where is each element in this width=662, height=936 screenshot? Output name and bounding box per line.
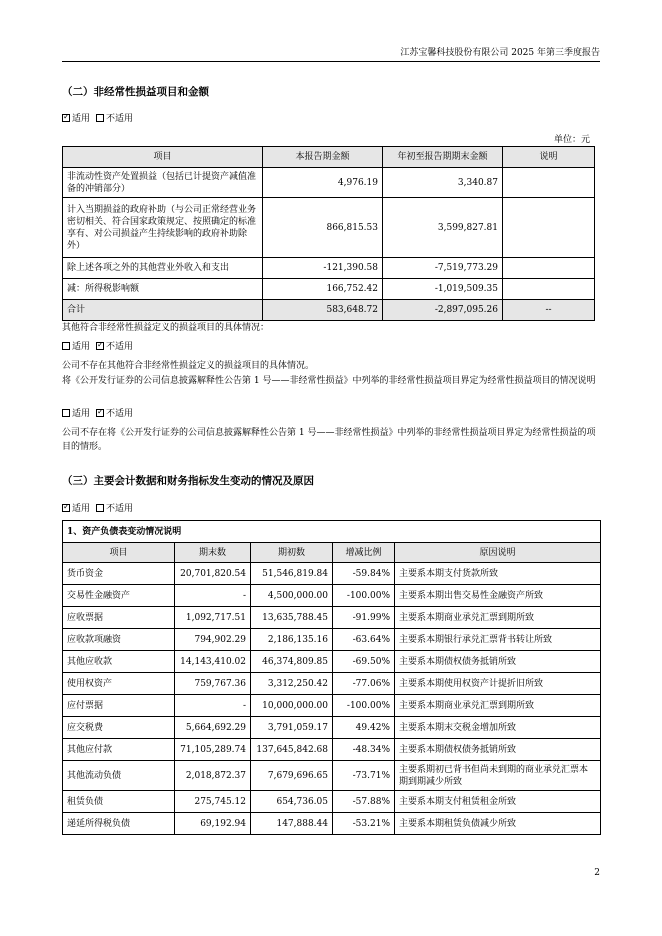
row-begin: 654,736.05 — [251, 791, 333, 813]
row-pct: -100.00% — [333, 695, 395, 717]
row-item: 计入当期损益的政府补助（与公司正常经营业务密切相关、符合国家政策规定、按照确定的标准享有、对公司损益产生持续影响的政府补助除外） — [63, 198, 263, 258]
report-header-title: 江苏宝馨科技股份有限公司 2025 年第三季度报告 — [400, 48, 600, 58]
table-row — [63, 585, 601, 607]
table-row-total — [63, 300, 595, 321]
not-applicable-label: 不适用 — [106, 114, 134, 124]
row-end: 794,902.29 — [175, 629, 251, 651]
row-item: 使用权资产 — [63, 673, 175, 695]
row-pct: -48.34% — [333, 739, 395, 761]
row-item: 应交税费 — [63, 717, 175, 739]
row-reason: 主要系本期商业承兑汇票到期所致 — [395, 607, 601, 629]
applicability-selector-3 — [62, 407, 600, 421]
not-applicable-label: 不适用 — [106, 342, 134, 352]
table-row — [63, 717, 601, 739]
row-pct: -73.71% — [333, 761, 395, 791]
checkbox-checked-icon — [96, 409, 104, 417]
row-current: 583,648.72 — [263, 300, 383, 321]
row-pct: -57.88% — [333, 791, 395, 813]
row-item: 货币资金 — [63, 563, 175, 585]
balance-sheet-changes-table — [62, 520, 601, 835]
table-row — [63, 651, 601, 673]
col-header: 年初至报告期期末金额 — [383, 147, 503, 168]
table-row — [63, 761, 601, 791]
row-begin: 10,000,000.00 — [251, 695, 333, 717]
row-ytd: 3,599,827.81 — [383, 198, 503, 258]
row-end: 69,192.94 — [175, 813, 251, 835]
row-begin: 13,635,788.45 — [251, 607, 333, 629]
not-applicable-label: 不适用 — [106, 504, 134, 514]
row-begin: 7,679,696.65 — [251, 761, 333, 791]
row-item: 其他应付款 — [63, 739, 175, 761]
row-reason: 主要系本期支付货款所致 — [395, 563, 601, 585]
applicable-label: 适用 — [72, 342, 91, 352]
row-current: -121,390.58 — [263, 258, 383, 279]
row-begin: 51,546,819.84 — [251, 563, 333, 585]
checkbox-empty-icon — [96, 504, 104, 512]
table-row — [63, 791, 601, 813]
col-header: 项目 — [63, 543, 175, 563]
row-pct: 49.42% — [333, 717, 395, 739]
row-pct: -77.06% — [333, 673, 395, 695]
row-end: 14,143,410.02 — [175, 651, 251, 673]
row-end: 5,664,692.29 — [175, 717, 251, 739]
table-row — [63, 258, 595, 279]
other-items-text: 公司不存在其他符合非经常性损益定义的损益项目的具体情况。 — [62, 361, 315, 371]
row-begin: 3,312,250.42 — [251, 673, 333, 695]
row-begin: 2,186,135.16 — [251, 629, 333, 651]
applicability-selector-4 — [62, 502, 600, 516]
row-item: 应付票据 — [63, 695, 175, 717]
row-end: 20,701,820.54 — [175, 563, 251, 585]
table-row — [63, 695, 601, 717]
row-reason: 主要系本期出售交易性金融资产所致 — [395, 585, 601, 607]
row-end: - — [175, 695, 251, 717]
row-reason: 主要系本期债权债务抵销所致 — [395, 739, 601, 761]
applicability-selector-1 — [62, 112, 600, 126]
row-end: 2,018,872.37 — [175, 761, 251, 791]
unit-label: 单位：元 — [553, 135, 590, 145]
row-end: 275,745.12 — [175, 791, 251, 813]
row-begin: 3,791,059.17 — [251, 717, 333, 739]
row-pct: -91.99% — [333, 607, 395, 629]
row-item: 减：所得税影响额 — [63, 279, 263, 300]
row-reason: 主要系本期商业承兑汇票到期所致 — [395, 695, 601, 717]
table-row — [63, 198, 595, 258]
table-row — [63, 629, 601, 651]
row-item: 除上述各项之外的其他营业外收入和支出 — [63, 258, 263, 279]
header-divider — [62, 61, 600, 62]
col-header: 项目 — [63, 147, 263, 168]
col-header: 说明 — [503, 147, 595, 168]
row-reason: 主要系期初已背书但尚未到期的商业承兑汇票本期到期减少所致 — [395, 761, 601, 791]
table-row — [63, 168, 595, 198]
table-row — [63, 739, 601, 761]
row-current: 166,752.42 — [263, 279, 383, 300]
table-title: 1、资产负债表变动情况说明 — [63, 521, 601, 543]
applicable-label: 适用 — [72, 114, 91, 124]
row-note — [503, 198, 595, 258]
row-pct: -69.50% — [333, 651, 395, 673]
applicable-label: 适用 — [72, 409, 91, 419]
row-begin: 46,374,809.85 — [251, 651, 333, 673]
row-item: 其他应收款 — [63, 651, 175, 673]
col-header: 增减比例 — [333, 543, 395, 563]
applicable-label: 适用 — [72, 504, 91, 514]
row-reason: 主要系本期债权债务抵销所致 — [395, 651, 601, 673]
row-note: -- — [503, 300, 595, 321]
row-begin: 137,645,842.68 — [251, 739, 333, 761]
row-end: - — [175, 585, 251, 607]
not-applicable-label: 不适用 — [106, 409, 134, 419]
row-ytd: -2,897,095.26 — [383, 300, 503, 321]
table-row — [63, 279, 595, 300]
other-items-title: 其他符合非经常性损益定义的损益项目的具体情况： — [62, 323, 270, 333]
row-item: 递延所得税负债 — [63, 813, 175, 835]
table-row — [63, 813, 601, 835]
definition-title: 将《公开发行证券的公司信息披露解释性公告第 1 号——非经常性损益》中列举的非经常性损益项目界定为经常性损益项目的情况说明 — [62, 376, 596, 386]
row-item: 租赁负债 — [63, 791, 175, 813]
row-end: 71,105,289.74 — [175, 739, 251, 761]
row-ytd: 3,340.87 — [383, 168, 503, 198]
row-pct: -53.21% — [333, 813, 395, 835]
row-begin: 4,500,000.00 — [251, 585, 333, 607]
row-end: 759,767.36 — [175, 673, 251, 695]
row-note — [503, 168, 595, 198]
row-item: 非流动性资产处置损益（包括已计提资产减值准备的冲销部分） — [63, 168, 263, 198]
col-header: 原因说明 — [395, 543, 601, 563]
row-reason: 主要系本期租赁负债减少所致 — [395, 813, 601, 835]
definition-text: 公司不存在将《公开发行证券的公司信息披露解释性公告第 1 号——非经常性损益》中列举的非经常性损益项目界定为经常性损益的项目的情形。 — [62, 428, 596, 452]
row-reason: 主要系本期支付租赁租金所致 — [395, 791, 601, 813]
table-row — [63, 607, 601, 629]
row-item: 合计 — [63, 300, 263, 321]
row-item: 其他流动负债 — [63, 761, 175, 791]
row-reason: 主要系本期末交税金增加所致 — [395, 717, 601, 739]
page-number: 2 — [594, 868, 600, 878]
section-heading-non-recurring: （二）非经常性损益项目和金额 — [62, 86, 209, 98]
row-note — [503, 279, 595, 300]
col-header: 本报告期金额 — [263, 147, 383, 168]
row-item: 应收票据 — [63, 607, 175, 629]
row-current: 866,815.53 — [263, 198, 383, 258]
row-item: 应收款项融资 — [63, 629, 175, 651]
checkbox-empty-icon — [62, 409, 70, 417]
row-pct: -63.64% — [333, 629, 395, 651]
checkbox-empty-icon — [96, 114, 104, 122]
row-reason: 主要系本期使用权资产计提折旧所致 — [395, 673, 601, 695]
row-begin: 147,888.44 — [251, 813, 333, 835]
checkbox-checked-icon — [62, 114, 70, 122]
table-row — [63, 673, 601, 695]
row-note — [503, 258, 595, 279]
row-item: 交易性金融资产 — [63, 585, 175, 607]
applicability-selector-2 — [62, 340, 600, 354]
checkbox-checked-icon — [62, 504, 70, 512]
col-header: 期末数 — [175, 543, 251, 563]
row-ytd: -1,019,509.35 — [383, 279, 503, 300]
section-heading-changes: （三）主要会计数据和财务指标发生变动的情况及原因 — [62, 475, 314, 487]
checkbox-empty-icon — [62, 342, 70, 350]
row-ytd: -7,519,773.29 — [383, 258, 503, 279]
non-recurring-table — [62, 146, 595, 321]
row-pct: -59.84% — [333, 563, 395, 585]
row-end: 1,092,717.51 — [175, 607, 251, 629]
table-row — [63, 563, 601, 585]
row-pct: -100.00% — [333, 585, 395, 607]
row-reason: 主要系本期银行承兑汇票背书转让所致 — [395, 629, 601, 651]
col-header: 期初数 — [251, 543, 333, 563]
checkbox-checked-icon — [96, 342, 104, 350]
row-current: 4,976.19 — [263, 168, 383, 198]
